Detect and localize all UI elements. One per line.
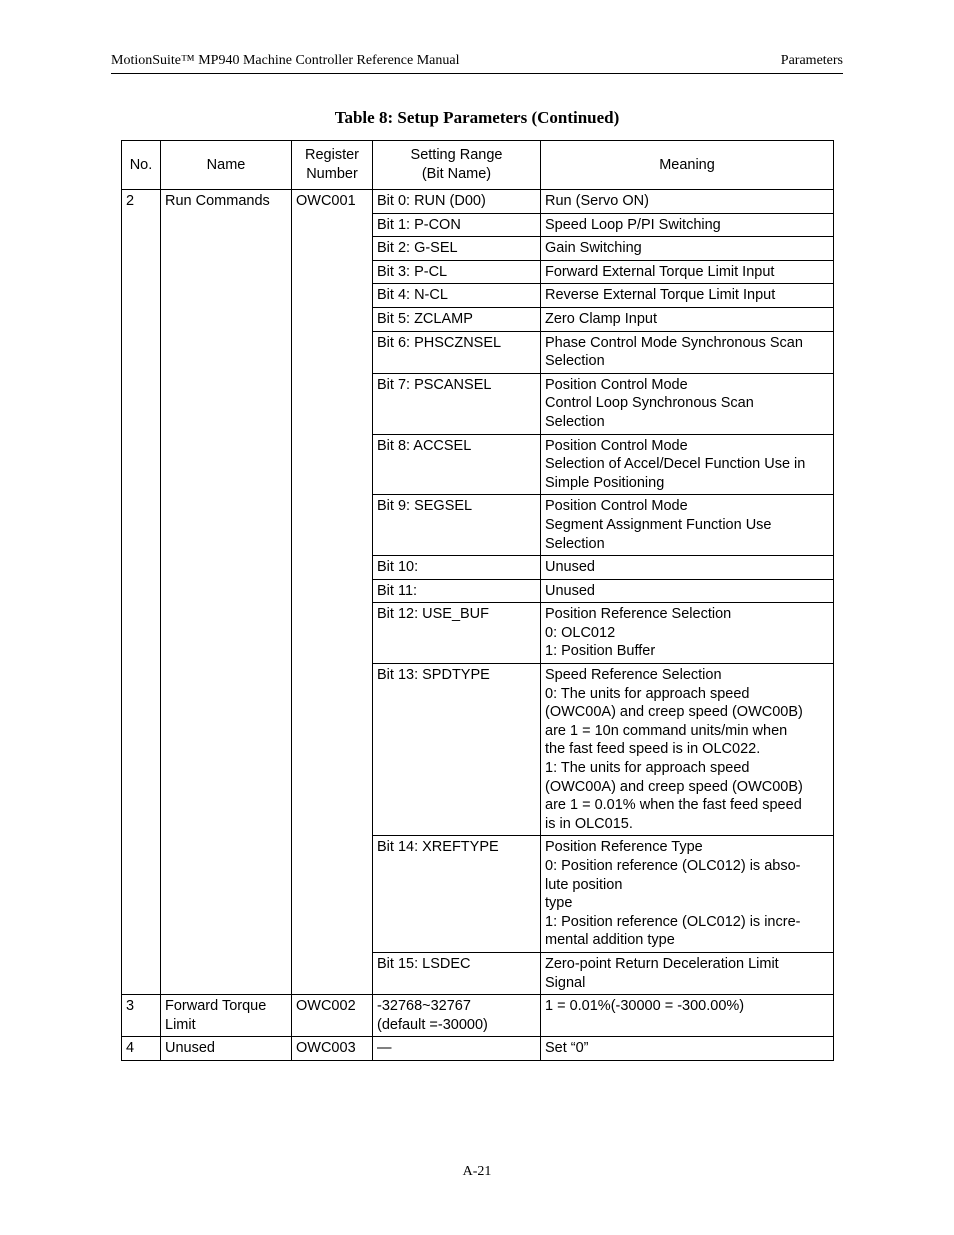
cell-setting-range: Bit 7: PSCANSEL (373, 373, 541, 434)
table-caption: Table 8: Setup Parameters (Continued) (334, 108, 620, 127)
table-row (122, 190, 834, 214)
cell-setting-range: Bit 0: RUN (D00) (373, 190, 541, 214)
column-header-no: No. (122, 141, 161, 190)
cell-meaning: 1 = 0.01%(-30000 = -300.00%) (541, 995, 834, 1037)
cell-setting-range: -32768~32767 (default =-30000) (373, 995, 541, 1037)
table-row (122, 1037, 834, 1061)
cell-meaning: Unused (541, 556, 834, 580)
cell-setting-range: Bit 12: USE_BUF (373, 603, 541, 664)
cell-name: Forward Torque Limit (161, 995, 292, 1037)
cell-setting-range: Bit 5: ZCLAMP (373, 307, 541, 331)
cell-register: OWC001 (292, 190, 373, 995)
table-row (122, 995, 834, 1037)
cell-meaning: Set “0” (541, 1037, 834, 1061)
cell-setting-range: Bit 4: N-CL (373, 284, 541, 308)
cell-no: 2 (122, 190, 161, 995)
page-header (111, 51, 843, 74)
cell-meaning: Position Control Mode Control Loop Synchronous Scan Selection (541, 373, 834, 434)
cell-setting-range: Bit 11: (373, 579, 541, 603)
cell-setting-range: Bit 13: SPDTYPE (373, 664, 541, 836)
cell-meaning: Position Control Mode Segment Assignment Function Use Selection (541, 495, 834, 556)
cell-setting-range: Bit 14: XREFTYPE (373, 836, 541, 953)
cell-setting-range: Bit 15: LSDEC (373, 952, 541, 994)
cell-meaning: Run (Servo ON) (541, 190, 834, 214)
cell-setting-range: — (373, 1037, 541, 1061)
cell-meaning: Speed Reference Selection 0: The units for approach speed (OWC00A) and creep speed (OWC00B) are 1 = 10n command units/min when the fast feed speed is in OLC022. 1: The units for approach speed (OWC00A) and creep speed (OWC00B) are 1 = 0.01% when the fast feed speed is in OLC015. (541, 664, 834, 836)
cell-name: Unused (161, 1037, 292, 1061)
cell-meaning: Zero-point Return Deceleration Limit Signal (541, 952, 834, 994)
cell-meaning: Position Reference Selection 0: OLC012 1: Position Buffer (541, 603, 834, 664)
cell-no: 4 (122, 1037, 161, 1061)
cell-meaning: Reverse External Torque Limit Input (541, 284, 834, 308)
column-header-setting-range: Setting Range (Bit Name) (373, 141, 541, 190)
cell-setting-range: Bit 2: G-SEL (373, 237, 541, 261)
cell-meaning: Unused (541, 579, 834, 603)
cell-setting-range: Bit 1: P-CON (373, 213, 541, 237)
setup-parameters-table (121, 140, 834, 1061)
cell-setting-range: Bit 8: ACCSEL (373, 434, 541, 495)
cell-meaning: Speed Loop P/PI Switching (541, 213, 834, 237)
cell-register: OWC003 (292, 1037, 373, 1061)
manual-title: MotionSuite™ MP940 Machine Controller Reference Manual (111, 53, 460, 68)
cell-no: 3 (122, 995, 161, 1037)
cell-meaning: Position Reference Type 0: Position reference (OLC012) is abso- lute position type 1: Position reference (OLC012) is incre- mental addition type (541, 836, 834, 953)
cell-setting-range: Bit 6: PHSCZNSEL (373, 331, 541, 373)
table-body (122, 190, 834, 1061)
column-header-register: Register Number (292, 141, 373, 190)
table-header-row (122, 141, 834, 190)
cell-meaning: Gain Switching (541, 237, 834, 261)
page-number: A-21 (462, 1164, 492, 1179)
cell-meaning: Position Control Mode Selection of Accel/Decel Function Use in Simple Positioning (541, 434, 834, 495)
cell-meaning: Forward External Torque Limit Input (541, 260, 834, 284)
cell-register: OWC002 (292, 995, 373, 1037)
section-name: Parameters (780, 53, 843, 68)
cell-setting-range: Bit 10: (373, 556, 541, 580)
cell-name: Run Commands (161, 190, 292, 995)
column-header-name: Name (161, 141, 292, 190)
cell-setting-range: Bit 3: P-CL (373, 260, 541, 284)
column-header-meaning: Meaning (541, 141, 834, 190)
cell-meaning: Zero Clamp Input (541, 307, 834, 331)
cell-setting-range: Bit 9: SEGSEL (373, 495, 541, 556)
cell-meaning: Phase Control Mode Synchronous Scan Selection (541, 331, 834, 373)
